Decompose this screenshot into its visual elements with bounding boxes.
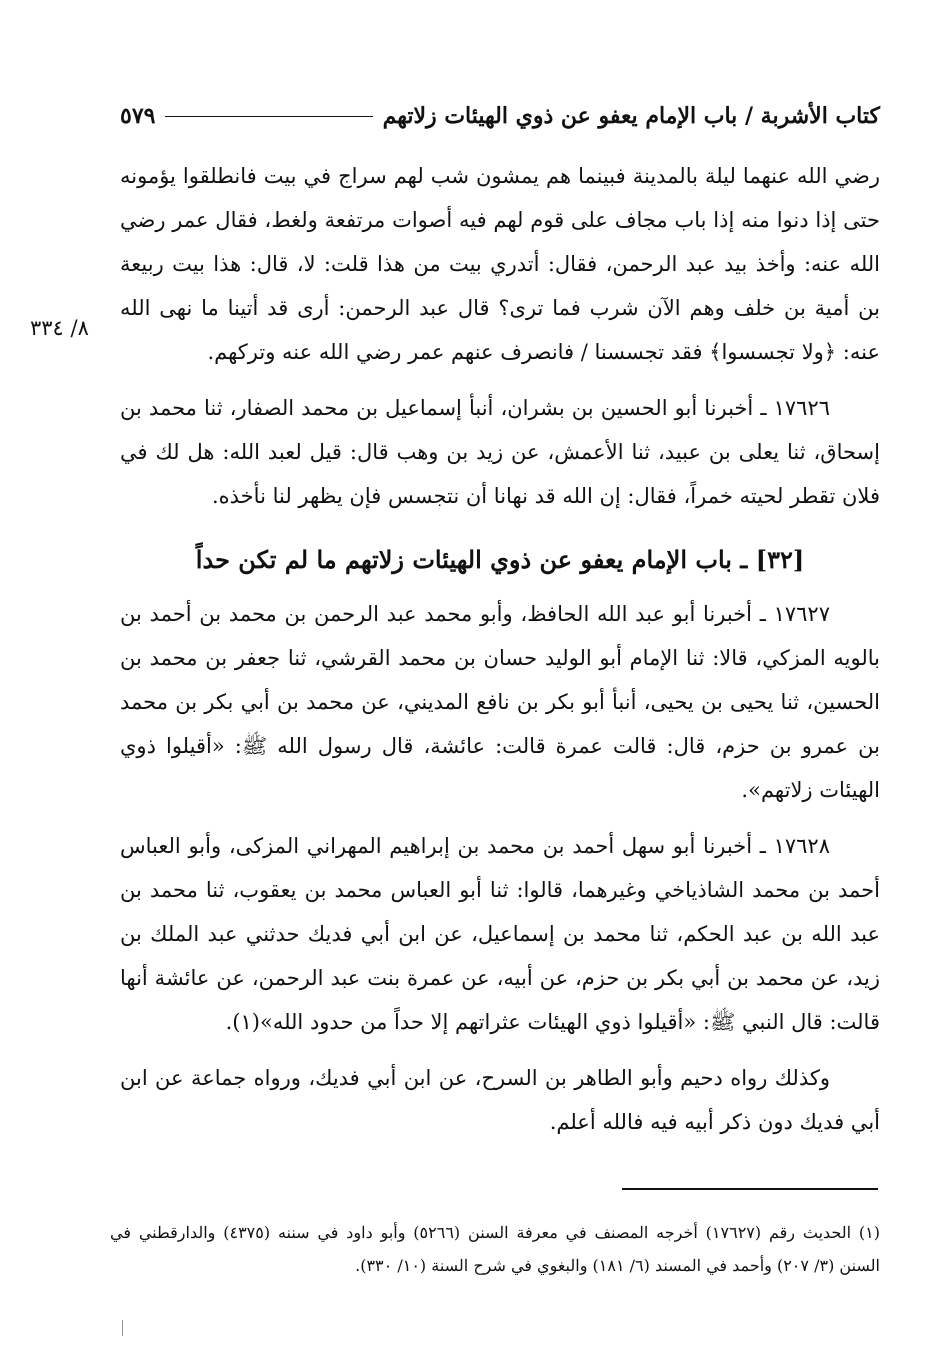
margin-reference: ٨/ ٣٣٤ [30,316,89,340]
footnote-block [110,1216,880,1282]
chapter-title: [٣٢] ـ باب الإمام يعفو عن ذوي الهيئات زلاتهم ما لم تكن حداً [195,545,805,574]
paragraph: وكذلك رواه دحيم وأبو الطاهر بن السرح، عن ابن أبي فديك، ورواه جماعة عن ابن أبي فديك دون ذكر أبيه فيه فالله أعلم. [120,1066,880,1134]
body-text-bottom [120,592,880,1144]
hadith-paragraph: ١٧٦٢٦ ـ أخبرنا أبو الحسين بن بشران، أنبأ إسماعيل بن محمد الصفار، ثنا محمد بن إسحاق، ثنا يعلى بن عبيد، ثنا الأعمش، عن زيد بن وهب قال: قيل لعبد الله: هل لك في فلان تقطر لحيته خمراً، فقال: إن الله قد نهانا أن نتجسس فإن يظهر لنا نأخذه. [120,396,880,508]
scan-mark [122,1320,123,1336]
paragraph: رضي الله عنهما ليلة بالمدينة فبينما هم يمشون شب لهم سراج في بيت فانطلقوا يؤمونه حتى إذا دنوا منه إذا باب مجاف على قوم لهم فيه أصوات مرتفعة ولغط، فقال عمر رضي الله عنه: وأخذ بيد عبد الرحمن، فقال: أتدري بيت من هذا قلت: لا، قال: هذا بيت ربيعة بن أمية بن خلف وهم الآن شرب فما ترى؟ قال عبد الرحمن: أرى قد أتينا ما نهى الله عنه: ﴿ولا تجسسوا﴾ فقد تجسسنا / فانصرف عنهم عمر رضي الله عنه وتركهم. [120,164,880,364]
body-text-top [120,154,880,518]
header-title: كتاب الأشربة / باب الإمام يعفو عن ذوي الهيئات زلاتهم [382,103,880,129]
footnote: (١) الحديث رقم (١٧٦٢٧) أخرجه المصنف في معرفة السنن (٥٢٦٦) وأبو داود في سننه (٤٣٧٥) والدارقطني في السنن (٣/ ٢٠٧) وأحمد في المسند (٦/ ١٨١) والبغوي في شرح السنة (١٠/ ٣٣٠). [110,1223,881,1275]
hadith-paragraph: ١٧٦٢٧ ـ أخبرنا أبو عبد الله الحافظ، وأبو محمد عبد الرحمن بن محمد بن أحمد بن بالويه المزكي، قالا: ثنا الإمام أبو الوليد حسان بن محمد القرشي، ثنا جعفر بن محمد بن الحسين، ثنا يحيى بن يحيى، أنبأ أبو بكر بن نافع المديني، عن محمد بن أبي بكر بن محمد بن عمرو بن حزم، قال: قالت عمرة قالت: عائشة، قال رسول الله ﷺ: «أقيلوا ذوي الهيئات زلاتهم». [120,602,880,802]
page-number: ٥٧٩ [120,103,156,129]
running-header [120,96,880,136]
header-rule [165,116,372,117]
footnote-separator [622,1188,878,1190]
hadith-paragraph: ١٧٦٢٨ ـ أخبرنا أبو سهل أحمد بن محمد بن إبراهيم المهراني المزكى، وأبو العباس أحمد بن محمد الشاذياخي وغيرهما، قالوا: ثنا أبو العباس محمد بن يعقوب، ثنا محمد بن عبد الله بن عبد الحكم، ثنا محمد بن إسماعيل، عن ابن أبي فديك حدثني عبد الملك بن زيد، عن محمد بن أبي بكر بن حزم، عن أبيه، عن عمرة بنت عبد الرحمن، عن عائشة أنها قالت: قال النبي ﷺ: «أقيلوا ذوي الهيئات عثراتهم إلا حداً من حدود الله»(١). [120,834,880,1034]
